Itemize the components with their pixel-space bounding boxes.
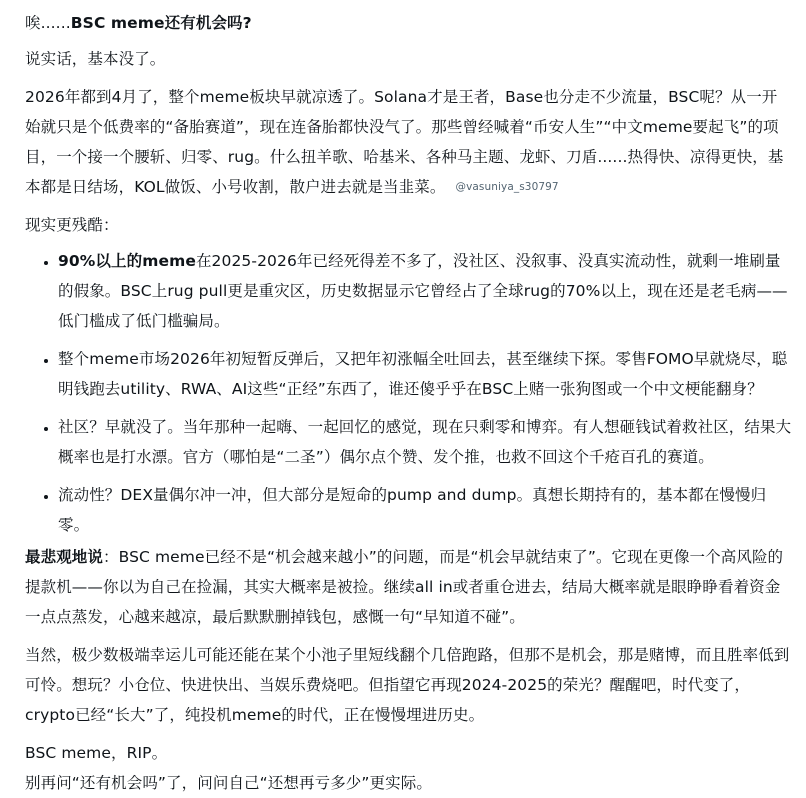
paragraph-context-text: 2026年都到4月了，整个meme板块早就凉透了。Solana才是王者，Base也分走不少流量，BSC呢？从一开始就只是个低费率的“备胎赛道”，现在连备胎都快没气了。那些曾经喊着“币安人生”“中文meme要起飞”的项目，一个接一个腰斩、归零、rug。什么扭羊歌、哈基米、各种马主题、龙虾、刀盾......热得快、凉得更快，基本都是日结场，KOL做饭、小号收割，散户进去就是当韭菜。 (25, 88, 784, 196)
paragraph-reality: 现实更残酷： (25, 216, 119, 234)
paragraph-pessimistic-text: ：BSC meme已经不是“机会越来越小”的问题，而是“机会早就结束了”。它现在更像一个高风险的提款机——你以为自己在捡漏，其实大概率是被捡。继续all in或者重仓进去，结局大概率就是眼睁睁看着资金一点点蒸发，心越来越凉，最后默默删掉钱包，感慨一句“早知道不碰”。 (25, 548, 784, 626)
paragraph-intro: 说实话，基本没了。 (25, 50, 166, 68)
list-item (58, 246, 792, 336)
paragraph-pessimistic (25, 542, 792, 632)
paragraph-context (25, 82, 792, 202)
list-item-text: 在2025-2026年已经死得差不多了，没社区、没叙事、没真实流动性，就剩一堆刷量的假象。BSC上rug pull更是重灾区，历史数据显示它曾经占了全球rug的70%以上，现在还是老毛病——低门槛成了低门槛骗局。 (58, 252, 788, 330)
title-bold: BSC meme还有机会吗? (70, 14, 252, 32)
title-prefix: 唉...... (25, 14, 71, 32)
list-item (58, 344, 792, 404)
list-item (58, 412, 792, 472)
paragraph-pessimistic-bold: 最悲观地说 (25, 548, 104, 566)
list-item-text: 整个meme市场2026年初短暂反弹后，又把年初涨幅全吐回去，甚至继续下探。零售FOMO早就烧尽，聪明钱跑去utility、RWA、AI这些“正经”东西了，谁还傻乎乎在BSC上赌一张狗图或一个中文梗能翻身？ (58, 350, 788, 398)
paragraph-rip: BSC meme，RIP。 (25, 744, 168, 762)
watermark-handle: @vasuniya_s30797 (455, 181, 559, 193)
list-item-text: 流动性？DEX量偶尔冲一冲，但大部分是短命的pump and dump。真想长期持有的，基本都在慢慢归零。 (58, 486, 767, 534)
paragraph-gamble: 当然，极少数极端幸运儿可能还能在某个小池子里短线翻个几倍跑路，但那不是机会，那是赌博，而且胜率低到可怜。想玩？小仓位、快进快出、当娱乐费烧吧。但指望它再现2024-2025的荣光？醒醒吧，时代变了，crypto已经“长大”了，纯投机meme的时代，正在慢慢埋进历史。 (25, 646, 790, 724)
list-item-bold: 90%以上的meme (58, 252, 196, 270)
list-item-text: 社区？早就没了。当年那种一起嗨、一起回忆的感觉，现在只剩零和博弈。有人想砸钱试着救社区，结果大概率也是打水漂。官方（哪怕是“二圣”）偶尔点个赞、发个推，也救不回这个千疮百孔的赛道。 (58, 418, 792, 466)
paragraph-closing: 别再问“还有机会吗”了，问问自己“还想再亏多少”更实际。 (25, 774, 432, 792)
list-item (58, 480, 792, 540)
bullet-list (25, 246, 792, 540)
post-title (25, 8, 792, 38)
